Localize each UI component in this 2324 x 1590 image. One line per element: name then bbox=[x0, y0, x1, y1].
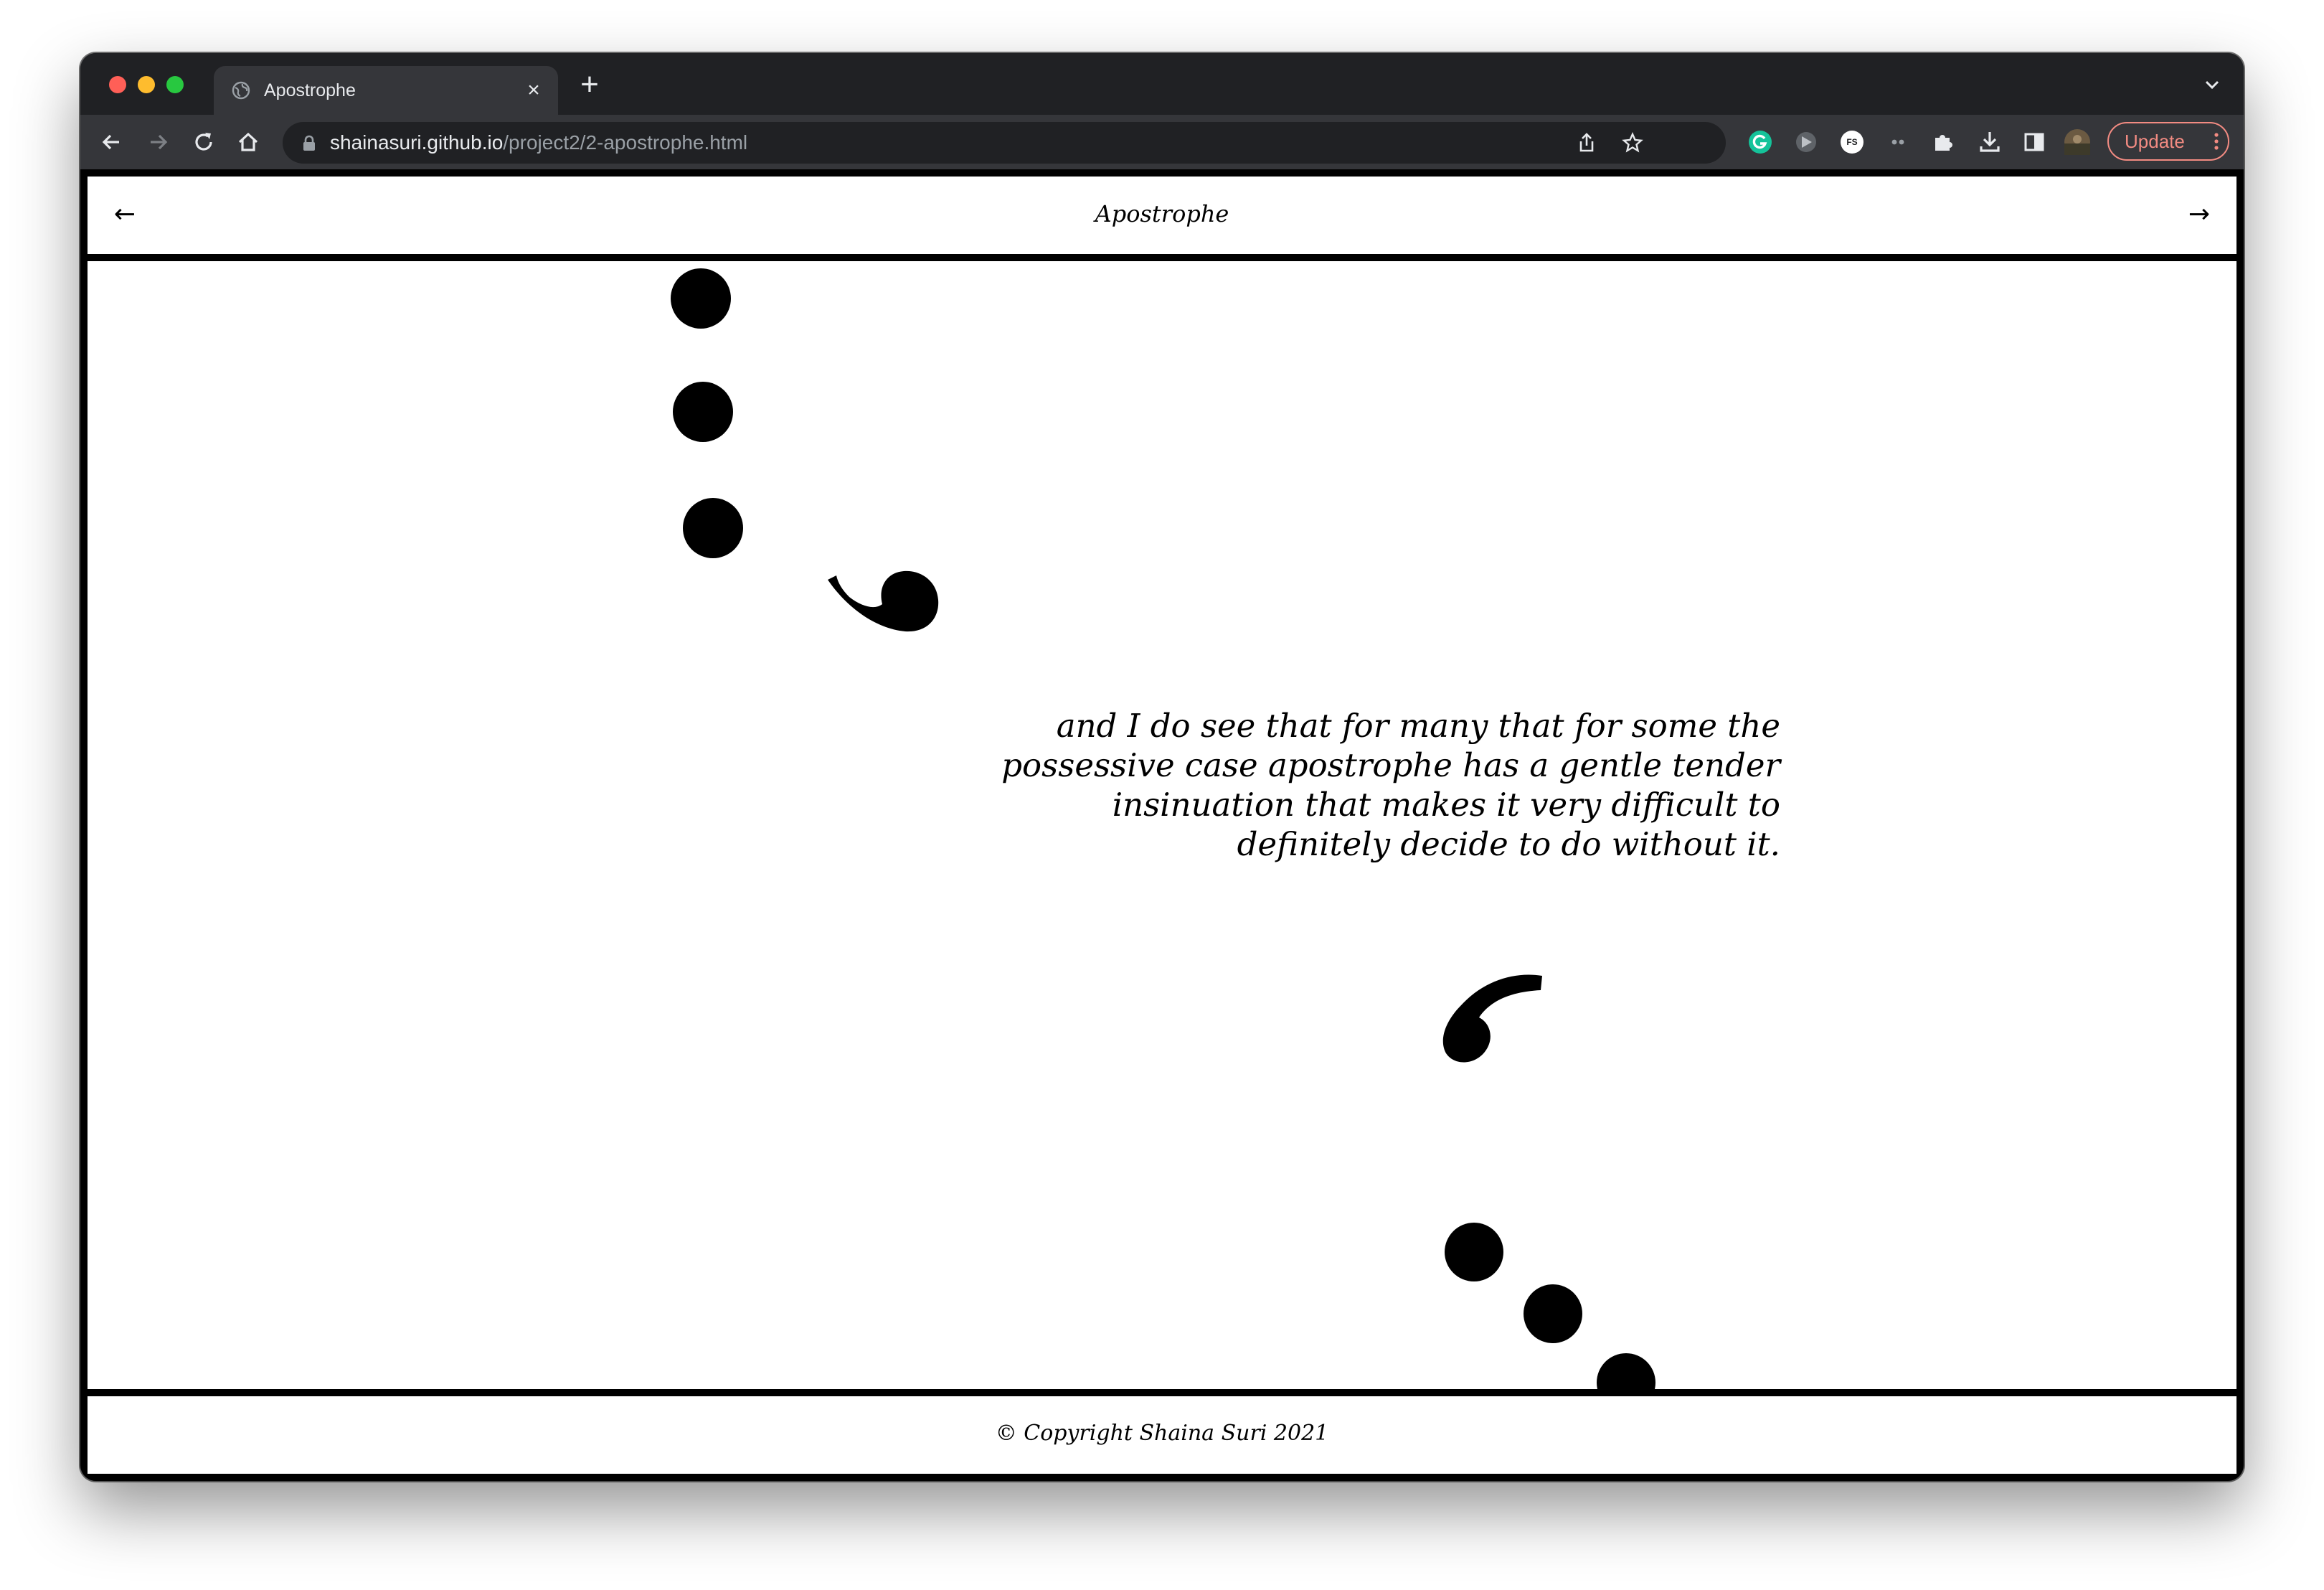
falling-dot bbox=[673, 382, 733, 442]
tab-title: Apostrophe bbox=[264, 80, 356, 100]
chevron-down-icon[interactable] bbox=[2202, 75, 2222, 95]
previous-page-arrow[interactable]: ← bbox=[113, 199, 136, 229]
falling-dot bbox=[1445, 1223, 1503, 1281]
extension-icon[interactable] bbox=[1792, 128, 1820, 156]
avatar[interactable] bbox=[2063, 128, 2092, 156]
page-title: Apostrophe bbox=[1095, 200, 1229, 227]
apostrophe-glyph-upper bbox=[825, 563, 940, 641]
url-host: shainasuri.github.io bbox=[330, 131, 504, 154]
fs-extension-icon[interactable] bbox=[1838, 128, 1866, 156]
apostrophe-quote bbox=[948, 706, 1780, 864]
copyright-text: © Copyright Shaina Suri 2021 bbox=[995, 1421, 1329, 1446]
apostrophe-glyph-lower bbox=[1440, 972, 1545, 1065]
close-tab-icon[interactable]: × bbox=[527, 78, 540, 102]
falling-dot bbox=[1524, 1284, 1582, 1343]
site-footer bbox=[88, 1389, 2236, 1474]
maximize-window-button[interactable] bbox=[166, 76, 184, 93]
address-bar[interactable] bbox=[283, 122, 1726, 164]
update-label: Update bbox=[2125, 131, 2185, 152]
site-header bbox=[88, 177, 2236, 261]
tab-apostrophe[interactable] bbox=[214, 66, 558, 115]
puzzle-icon[interactable] bbox=[1929, 128, 1958, 156]
share-icon[interactable] bbox=[1575, 131, 1598, 154]
browser-toolbar bbox=[80, 115, 2244, 169]
back-icon[interactable] bbox=[98, 128, 126, 156]
minimize-window-button[interactable] bbox=[138, 76, 155, 93]
quote-line: and I do see that for many that for some the bbox=[1056, 707, 1780, 745]
forward-icon[interactable] bbox=[143, 128, 172, 156]
browser-window bbox=[80, 53, 2244, 1481]
url-text[interactable] bbox=[330, 132, 747, 154]
kebab-menu-icon[interactable] bbox=[2214, 132, 2219, 151]
update-button[interactable] bbox=[2107, 122, 2229, 161]
apostrophe-canvas bbox=[88, 261, 2236, 1389]
close-window-button[interactable] bbox=[109, 76, 126, 93]
side-panel-icon[interactable] bbox=[2020, 128, 2049, 156]
globe-icon bbox=[231, 80, 251, 100]
quote-line: insinuation that makes it very difficult to bbox=[1112, 786, 1780, 824]
quote-line: possessive case apostrophe has a gentle tender bbox=[1001, 746, 1780, 784]
home-icon[interactable] bbox=[234, 128, 263, 156]
falling-dot bbox=[683, 498, 743, 558]
quote-line: definitely decide to do without it. bbox=[1237, 825, 1780, 863]
tab-strip bbox=[80, 53, 2244, 115]
new-tab-button[interactable]: + bbox=[580, 67, 599, 102]
fs-badge-text: FS bbox=[1846, 137, 1858, 147]
grammarly-icon[interactable] bbox=[1746, 128, 1775, 156]
download-icon[interactable] bbox=[1975, 128, 2004, 156]
page-frame bbox=[88, 177, 2236, 1474]
falling-dot bbox=[671, 268, 731, 329]
web-page bbox=[80, 169, 2244, 1481]
reload-icon[interactable] bbox=[189, 128, 218, 156]
lock-icon[interactable] bbox=[301, 135, 317, 152]
eyes-extension-icon[interactable] bbox=[1884, 128, 1912, 156]
bookmark-star-icon[interactable] bbox=[1621, 131, 1644, 154]
url-path: /project2/2-apostrophe.html bbox=[503, 131, 748, 154]
next-page-arrow[interactable]: → bbox=[2188, 199, 2211, 229]
